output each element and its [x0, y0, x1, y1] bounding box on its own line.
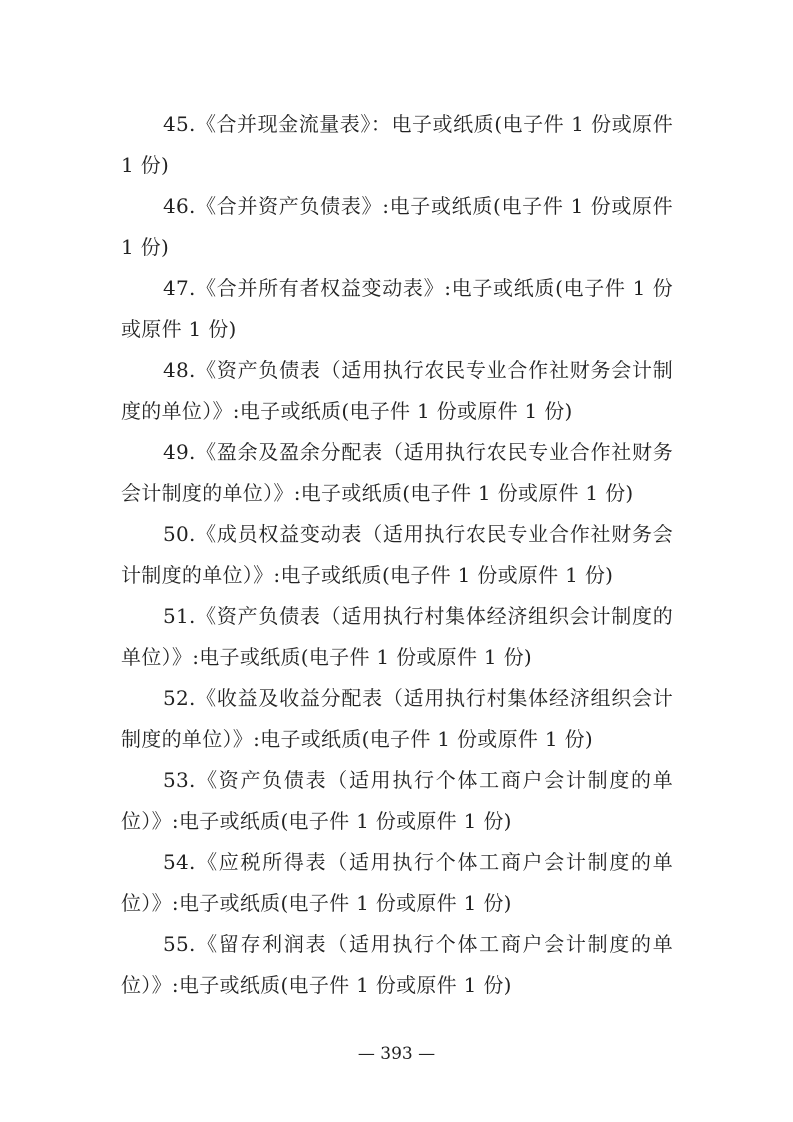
- list-item: 46.《合并资产负债表》:电子或纸质(电子件 1 份或原件 1 份): [121, 194, 673, 259]
- item-list: [121, 104, 673, 1006]
- list-item: 54.《应税所得表（适用执行个体工商户会计制度的单位）》:电子或纸质(电子件 1 份或原件 1 份): [121, 850, 673, 915]
- list-item: 45.《合并现金流量表》：电子或纸质(电子件 1 份或原件 1 份): [121, 112, 673, 177]
- list-item: 47.《合并所有者权益变动表》:电子或纸质(电子件 1 份或原件 1 份): [121, 276, 673, 341]
- list-item: 53.《资产负债表（适用执行个体工商户会计制度的单位）》:电子或纸质(电子件 1 份或原件 1 份): [121, 768, 673, 833]
- list-item: 55.《留存利润表（适用执行个体工商户会计制度的单位）》:电子或纸质(电子件 1 份或原件 1 份): [121, 932, 673, 997]
- list-item: 51.《资产负债表（适用执行村集体经济组织会计制度的单位）》:电子或纸质(电子件 1 份或原件 1 份): [121, 604, 673, 669]
- list-item: 49.《盈余及盈余分配表（适用执行农民专业合作社财务会计制度的单位）》:电子或纸质(电子件 1 份或原件 1 份): [121, 440, 673, 505]
- list-item: 50.《成员权益变动表（适用执行农民专业合作社财务会计制度的单位）》:电子或纸质(电子件 1 份或原件 1 份): [121, 522, 673, 587]
- page-number: — 393 —: [357, 1044, 436, 1064]
- list-item: 48.《资产负债表（适用执行农民专业合作社财务会计制度的单位）》:电子或纸质(电子件 1 份或原件 1 份): [121, 358, 673, 423]
- list-item: 52.《收益及收益分配表（适用执行村集体经济组织会计制度的单位）》:电子或纸质(电子件 1 份或原件 1 份): [121, 686, 673, 751]
